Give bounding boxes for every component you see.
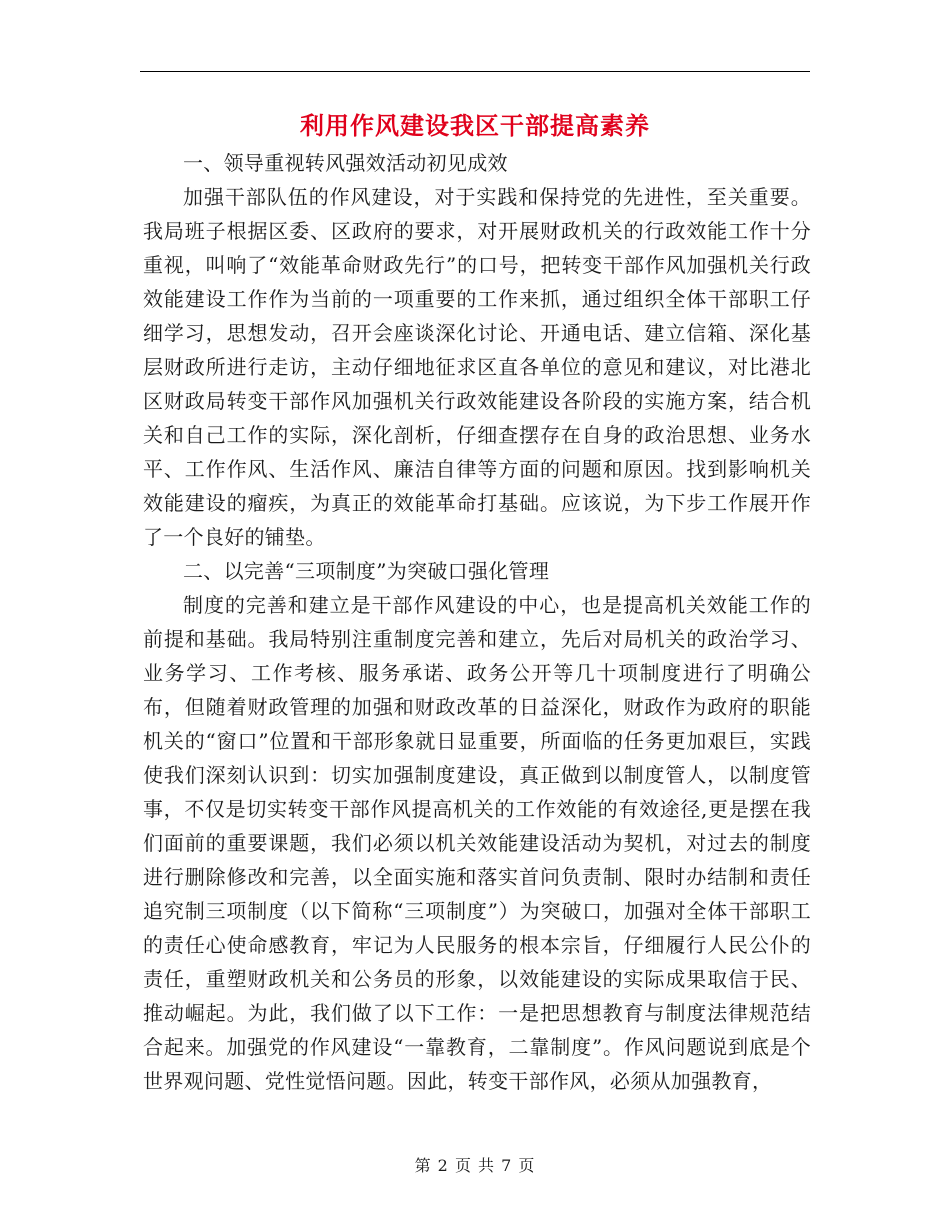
document-body <box>143 146 811 1098</box>
section-paragraph-2: 制度的完善和建立是干部作风建设的中心，也是提高机关效能工作的前提和基础。我局特别注重制度完善和建立，先后对局机关的政治学习、业务学习、工作考核、服务承诺、政务公开等几十项制度进行了明确公布，但随着财政管理的加强和财政改革的日益深化，财政作为政府的职能机关的“窗口”位置和干部形象就日显重要，所面临的任务更加艰巨，实践使我们深刻认识到：切实加强制度建设，真正做到以制度管人，以制度管事，不仅是切实转变干部作风提高机关的工作效能的有效途径,更是摆在我们面前的重要课题，我们必须以机关效能建设活动为契机，对过去的制度进行删除修改和完善，以全面实施和落实首问负责制、限时办结制和责任追究制三项制度（以下简称“三项制度”）为突破口，加强对全体干部职工的责任心使命感教育，牢记为人民服务的根本宗旨，仔细履行人民公仆的责任，重塑财政机关和公务员的形象，以效能建设的实际成果取信于民、推动崛起。为此，我们做了以下工作：一是把思想教育与制度法律规范结合起来。加强党的作风建设“一靠教育，二靠制度”。作风问题说到底是个世界观问题、党性觉悟问题。因此，转变干部作风，必须从加强教育， <box>143 593 811 1093</box>
section-heading-2: 二、以完善“三项制度”为突破口强化管理 <box>183 559 550 583</box>
document-title: 利用作风建设我区干部提高素养 <box>300 112 650 140</box>
section-heading-1: 一、领导重视转风强效活动初见成效 <box>183 151 508 175</box>
section-paragraph-1: 加强干部队伍的作风建设，对于实践和保持党的先进性，至关重要。我局班子根据区委、区政府的要求，对开展财政机关的行政效能工作十分重视，叫响了“效能革命财政先行”的口号，把转变干部作风加强机关行政效能建设工作作为当前的一项重要的工作来抓，通过组织全体干部职工仔细学习，思想发动，召开会座谈深化讨论、开通电话、建立信箱、深化基层财政所进行走访，主动仔细地征求区直各单位的意见和建议，对比港北区财政局转变干部作风加强机关行政效能建设各阶段的实施方案，结合机关和自己工作的实际，深化剖析，仔细查摆存在自身的政治思想、业务水平、工作作风、生活作风、廉洁自律等方面的问题和原因。找到影响机关效能建设的瘤疾，为真正的效能革命打基础。应该说，为下步工作展开作了一个良好的铺垫。 <box>143 185 811 549</box>
page-number-footer: 第 2 页 共 7 页 <box>414 1156 536 1175</box>
header-rule <box>140 71 810 72</box>
